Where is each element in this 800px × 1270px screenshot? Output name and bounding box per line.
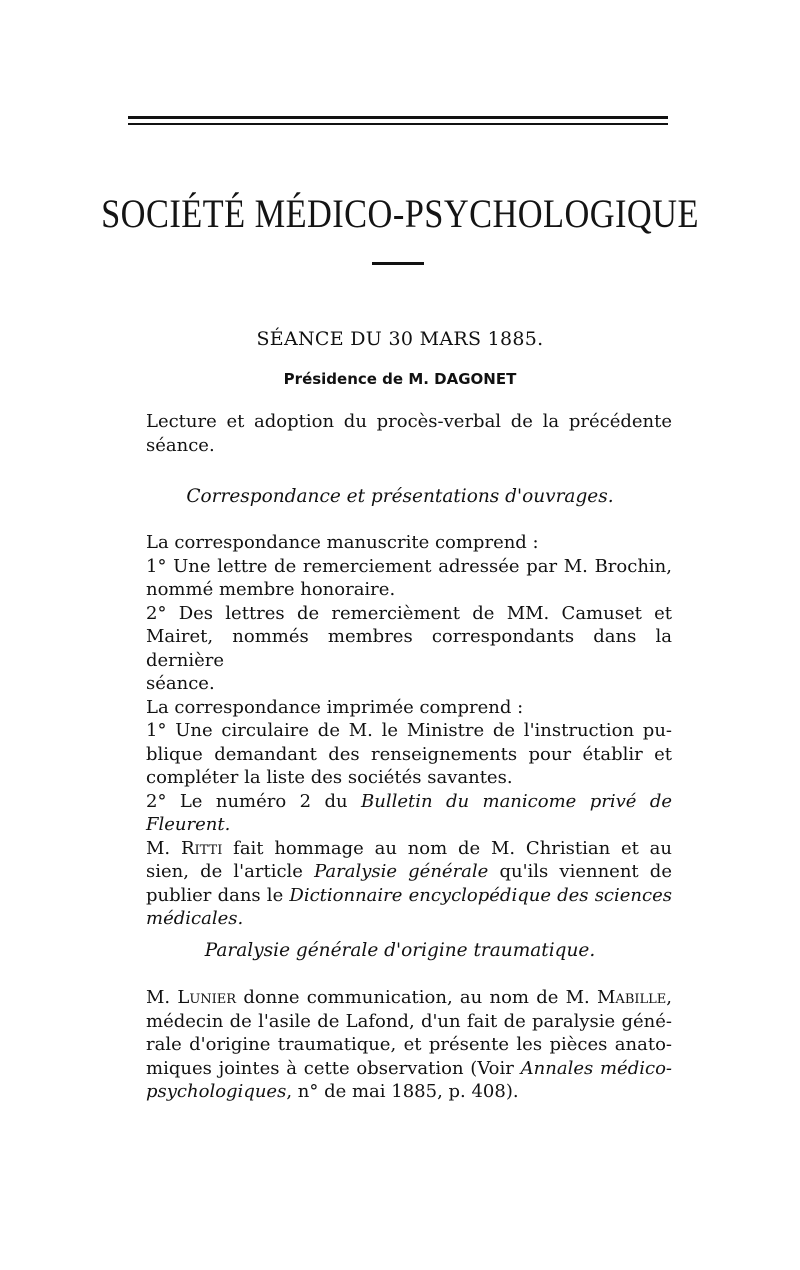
corr-line-16: médicales. (146, 908, 244, 929)
name-lunier: Lunier (177, 987, 237, 1008)
corr-line-13 (146, 837, 672, 861)
corr-line-7: La correspondance imprimée comprend : (146, 696, 524, 718)
par-line-1 (146, 986, 672, 1010)
annales-title: Annales médico- (520, 1057, 672, 1079)
corr-line-5: Mairet, nommés membres correspondants dans la dernière (146, 626, 672, 671)
par-line-2: médecin de l'asile de Lafond, d'un fait de paralysie géné- (146, 1010, 672, 1032)
correspondance-body (146, 531, 672, 931)
corr-line-14-a: sien, de l'article (146, 861, 315, 882)
corr-line-4: 2° Des lettres de remercièment de MM. Camuset et (146, 602, 672, 624)
par-line-4-a: miques jointes à cette observation (Voir (146, 1057, 521, 1079)
par-line-5 (146, 1080, 672, 1104)
presidence-line: Présidence de M. DAGONET (283, 370, 517, 388)
corr-line-13-a: M. (146, 837, 181, 859)
paralysie-body (146, 986, 672, 1104)
par-line-3: rale d'origine traumatique, et présente les pièces anato- (146, 1034, 672, 1055)
section-heading-paralysie: Paralysie générale d'origine traumatique. (204, 940, 596, 961)
psychologiques-word: psychologiques (146, 1081, 287, 1102)
page-title: SOCIÉTÉ MÉDICO-PSYCHOLOGIQUE (101, 191, 699, 236)
name-mabille: Mabille (597, 987, 667, 1008)
corr-line-15 (146, 884, 672, 908)
corr-line-9: blique demandant des renseignements pour établir et (146, 743, 672, 765)
name-ritti: Ritti (180, 837, 223, 859)
corr-line-14 (146, 860, 672, 884)
top-rule-thick (128, 116, 668, 119)
article-title: Paralysie générale (314, 861, 489, 882)
corr-line-11 (146, 790, 672, 814)
top-rule-thin (128, 123, 668, 125)
par-line-1-e: , (666, 987, 672, 1008)
corr-line-3: nommé membre honoraire. (146, 579, 396, 600)
corr-line-11-a: 2° Le numéro 2 du (146, 790, 362, 812)
corr-line-13-c: fait hommage au nom de M. Christian et au (222, 837, 672, 859)
section-heading-correspondance: Correspondance et présentations d'ouvrages. (186, 486, 614, 507)
par-line-1-c: donne communication, au nom de M. (236, 987, 597, 1008)
corr-line-14-c: qu'ils viennent de (488, 861, 672, 882)
corr-line-8: 1° Une circulaire de M. le Ministre de l'instruction pu- (146, 720, 672, 741)
dictionnaire-title: Dictionnaire encyclopédique des sciences (289, 884, 672, 906)
par-line-4 (146, 1057, 672, 1081)
corr-line-15-a: publier dans le (146, 884, 290, 906)
seance-heading: SÉANCE DU 30 MARS 1885. (256, 328, 544, 350)
title-divider (372, 262, 424, 265)
par-line-5-b: , n° de mai 1885, p. 408). (286, 1081, 519, 1102)
intro-line-1: Lecture et adoption du procès-verbal de la précédente (146, 411, 672, 432)
par-line-1-a: M. (146, 987, 178, 1008)
corr-line-10: compléter la liste des sociétés savantes. (146, 767, 513, 788)
corr-line-12: Fleurent. (146, 814, 231, 835)
corr-line-6: séance. (146, 673, 215, 694)
intro-line-2: séance. (146, 434, 215, 456)
intro-paragraph (146, 410, 672, 457)
corr-line-1: La correspondance manuscrite comprend : (146, 532, 539, 553)
bulletin-title: Bulletin du manicome privé de (361, 790, 672, 812)
corr-line-2: 1° Une lettre de remerciement adressée par M. Brochin, (146, 555, 672, 577)
